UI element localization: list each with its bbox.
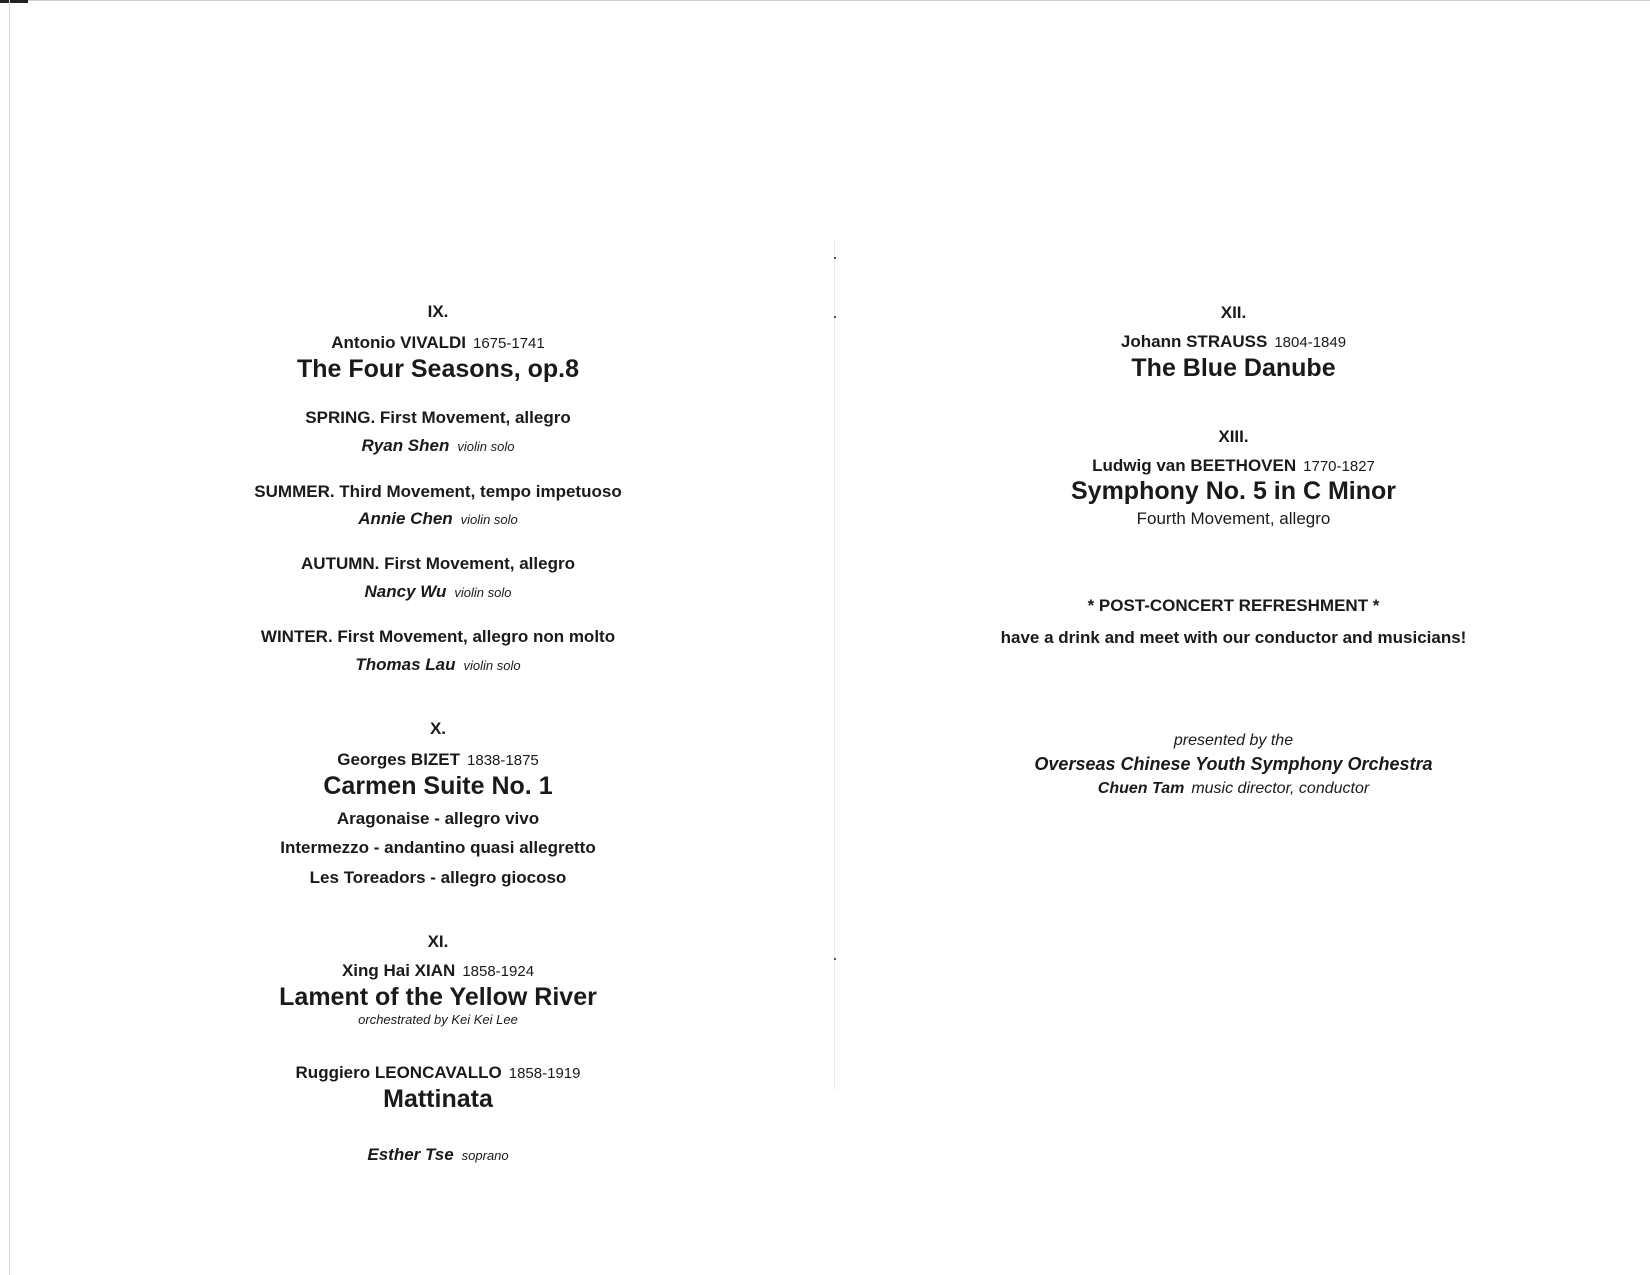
conductor-name: Chuen Tam [1097, 780, 1185, 797]
piece-number: X. [429, 719, 447, 738]
work-title: The Blue Danube [1131, 354, 1336, 382]
performer-role: violin solo [460, 512, 518, 527]
composer-name: Ludwig van BEETHOVEN [1092, 456, 1297, 475]
composer-line [0, 962, 876, 979]
refreshment-heading: * POST-CONCERT REFRESHMENT * [1087, 596, 1380, 615]
composer-line [825, 457, 1642, 474]
performer-role: soprano [461, 1148, 509, 1163]
movement-title: Les Toreadors - allegro giocoso [309, 868, 567, 887]
movement-title: AUTUMN. First Movement, allegro [301, 554, 575, 573]
composer-dates: 1858-1924 [462, 963, 535, 980]
composer-dates: 1770-1827 [1303, 458, 1375, 475]
composer-dates: 1858-1919 [508, 1065, 581, 1082]
work-title: Carmen Suite No. 1 [323, 772, 553, 800]
composer-dates: 1804-1849 [1274, 334, 1347, 351]
performer-name: Ryan Shen [361, 436, 450, 455]
work-title: Symphony No. 5 in C Minor [1070, 477, 1396, 505]
composer-dates: 1838-1875 [467, 752, 539, 769]
composer-dates: 1675-1741 [473, 335, 545, 352]
performer-line [0, 1146, 876, 1164]
performer-role: violin solo [457, 439, 515, 454]
movement-title: Fourth Movement, allegro [1136, 509, 1331, 528]
composer-name: Georges BIZET [337, 750, 461, 769]
orchestration-note: orchestrated by Kei Kei Lee [358, 1012, 518, 1027]
performer-line [0, 656, 876, 674]
performer-line [0, 437, 876, 455]
conductor-role: music director, conductor [1191, 780, 1370, 797]
performer-role: violin solo [463, 658, 521, 673]
conductor-line [825, 781, 1642, 797]
composer-line [0, 751, 876, 768]
piece-number: XI. [427, 932, 449, 951]
composer-name: Xing Hai XIAN [341, 961, 456, 980]
performer-name: Annie Chen [358, 509, 453, 528]
performer-name: Esther Tse [367, 1145, 454, 1164]
piece-number: IX. [427, 302, 449, 321]
composer-name: Ruggiero LEONCAVALLO [295, 1063, 502, 1082]
movement-title: SPRING. First Movement, allegro [305, 408, 571, 427]
composer-name: Johann STRAUSS [1120, 332, 1268, 351]
refreshment-text: have a drink and meet with our conductor and musicians! [1000, 628, 1467, 647]
performer-role: violin solo [454, 585, 512, 600]
presented-by: presented by the [1173, 732, 1294, 749]
composer-line [0, 334, 876, 351]
piece-number: XII. [1220, 303, 1247, 322]
performer-name: Thomas Lau [355, 655, 456, 674]
performer-line [0, 510, 876, 528]
composer-line [0, 1064, 876, 1081]
performer-line [0, 583, 876, 601]
movement-title: Aragonaise - allegro vivo [336, 809, 540, 828]
piece-number: XIII. [1218, 427, 1249, 446]
composer-line [825, 333, 1642, 350]
movement-title: WINTER. First Movement, allegro non molto [260, 627, 616, 646]
movement-title: SUMMER. Third Movement, tempo impetuoso [254, 482, 622, 501]
work-title: The Four Seasons, op.8 [297, 355, 579, 383]
orchestra-name: Overseas Chinese Youth Symphony Orchestra [1034, 754, 1433, 774]
work-title: Lament of the Yellow River [279, 983, 597, 1011]
movement-title: Intermezzo - andantino quasi allegretto [280, 838, 596, 857]
performer-name: Nancy Wu [364, 582, 447, 601]
composer-name: Antonio VIVALDI [331, 333, 466, 352]
work-title: Mattinata [383, 1085, 493, 1113]
program-right-page [825, 0, 1650, 1275]
